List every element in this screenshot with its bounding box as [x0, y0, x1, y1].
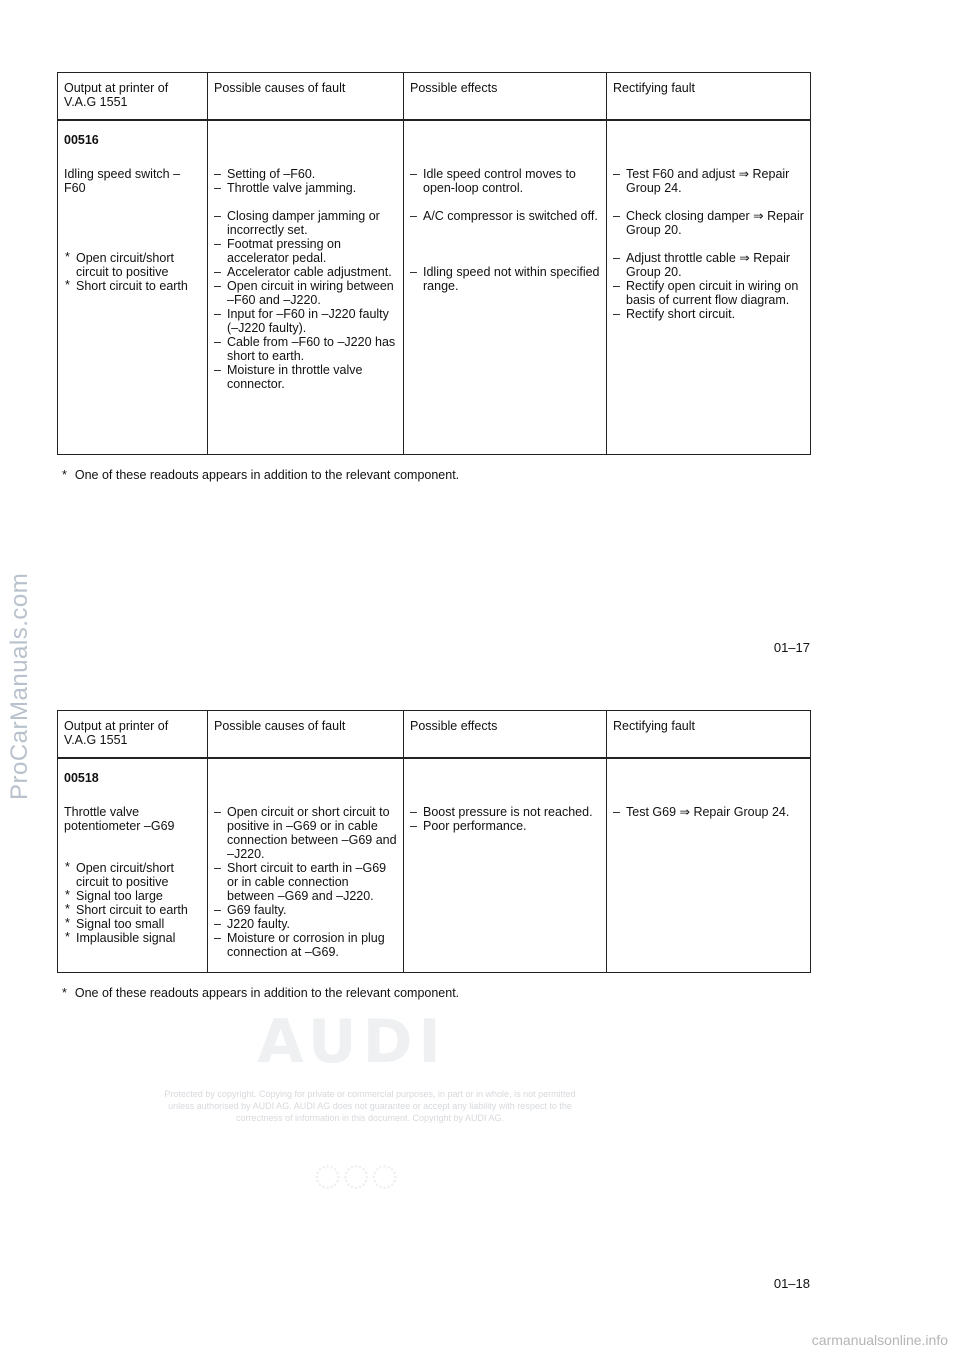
list-item: – Footmat pressing on accelerator pedal.	[214, 237, 397, 265]
list-item: – Test G69 ⇒ Repair Group 24.	[613, 805, 804, 819]
list-item: – Moisture or corrosion in plug connection at –G69.	[214, 931, 397, 959]
fix-list-a	[613, 167, 804, 195]
list-item: – Open circuit in wiring between –F60 and –J220.	[214, 279, 397, 307]
readout-list	[64, 251, 201, 293]
list-item: – Idling speed not within specified range.	[410, 265, 600, 293]
fault-code: 00518	[64, 771, 99, 785]
list-item: – Short circuit to earth in –G69 or in cable connection between –G69 and –J220.	[214, 861, 397, 903]
list-item: * Signal too large	[64, 889, 201, 903]
effects-list-a	[410, 167, 600, 195]
list-item: – Accelerator cable adjustment.	[214, 265, 397, 279]
list-item: – Setting of –F60.	[214, 167, 397, 181]
side-watermark: ProCarManuals.com	[6, 572, 33, 800]
fix-list-c	[613, 251, 804, 321]
list-item: * Short circuit to earth	[64, 903, 201, 917]
table-header-row	[58, 73, 811, 121]
copyright-notice: Protected by copyright. Copying for private or commercial purposes, in part or in whole, is not permitted unless authorised by AUDI AG. AUDI AG does not guarantee or accept any liability with respect to the correctness of information in this document. Copyright by AUDI AG.	[164, 1089, 576, 1123]
list-item: * Signal too small	[64, 917, 201, 931]
col-header-rectifying: Rectifying fault	[607, 711, 811, 759]
footer-url-watermark: carmanualsonline.info	[811, 1332, 948, 1348]
readout-list	[64, 861, 201, 945]
list-item: – Test F60 and adjust ⇒ Repair Group 24.	[613, 167, 804, 195]
list-item: * Open circuit/short circuit to positive	[64, 251, 201, 279]
list-item: – A/C compressor is switched off.	[410, 209, 600, 223]
effects-cell	[404, 758, 607, 972]
table-row	[58, 120, 811, 454]
fault-code: 00516	[64, 133, 99, 147]
rectifying-cell	[607, 758, 811, 972]
list-item: – Closing damper jamming or incorrectly set.	[214, 209, 397, 237]
page-number-1: 01–17	[773, 640, 810, 655]
col-header-causes: Possible causes of fault	[208, 711, 404, 759]
col-header-output: Output at printer of V.A.G 1551	[58, 711, 208, 759]
list-item: – Cable from –F60 to –J220 has short to earth.	[214, 335, 397, 363]
audi-watermark-logo: AUDI	[257, 1007, 447, 1077]
footnote-1: * One of these readouts appears in addition to the relevant component.	[62, 468, 459, 482]
fix-list-b	[613, 209, 804, 237]
component-name: Throttle valve potentiometer –G69	[64, 805, 175, 833]
list-item: – Rectify open circuit in wiring on basis of current flow diagram.	[613, 279, 804, 307]
fault-table-00516	[57, 72, 811, 455]
table-row	[58, 758, 811, 972]
list-item: – Moisture in throttle valve connector.	[214, 363, 397, 391]
effects-list	[410, 805, 600, 833]
effects-list-c	[410, 265, 600, 293]
list-item: – Input for –F60 in –J220 faulty (–J220 faulty).	[214, 307, 397, 335]
list-item: – J220 faulty.	[214, 917, 397, 931]
effects-cell	[404, 120, 607, 454]
rectifying-cell	[607, 120, 811, 454]
col-header-rectifying: Rectifying fault	[607, 73, 811, 121]
list-item: – Check closing damper ⇒ Repair Group 20.	[613, 209, 804, 237]
col-header-effects: Possible effects	[404, 73, 607, 121]
list-item: * Implausible signal	[64, 931, 201, 945]
list-item: – Open circuit or short circuit to positive in –G69 or in cable connection between –G69 and –J220.	[214, 805, 397, 861]
list-item: * Short circuit to earth	[64, 279, 201, 293]
list-item: – Idle speed control moves to open-loop control.	[410, 167, 600, 195]
effects-list-b	[410, 209, 600, 223]
col-header-output: Output at printer of V.A.G 1551	[58, 73, 208, 121]
watermark-emblem-icon: ◌◌◌	[313, 1149, 399, 1202]
list-item: – Rectify short circuit.	[613, 307, 804, 321]
fault-table-00518	[57, 710, 811, 973]
col-header-effects: Possible effects	[404, 711, 607, 759]
list-item: – Throttle valve jamming.	[214, 181, 397, 195]
list-item: – G69 faulty.	[214, 903, 397, 917]
list-item: – Adjust throttle cable ⇒ Repair Group 20.	[613, 251, 804, 279]
fix-list	[613, 805, 804, 819]
footnote-2: * One of these readouts appears in addition to the relevant component.	[62, 986, 459, 1000]
list-item: * Open circuit/short circuit to positive	[64, 861, 201, 889]
component-name: Idling speed switch –F60	[64, 167, 181, 195]
table-header-row	[58, 711, 811, 759]
causes-list	[214, 805, 397, 959]
output-cell	[58, 120, 208, 454]
list-item: – Poor performance.	[410, 819, 600, 833]
causes-cell	[208, 758, 404, 972]
causes-list-b	[214, 209, 397, 391]
causes-cell	[208, 120, 404, 454]
col-header-causes: Possible causes of fault	[208, 73, 404, 121]
page-number-2: 01–18	[773, 1276, 810, 1291]
list-item: – Boost pressure is not reached.	[410, 805, 600, 819]
causes-list-a	[214, 167, 397, 195]
output-cell	[58, 758, 208, 972]
